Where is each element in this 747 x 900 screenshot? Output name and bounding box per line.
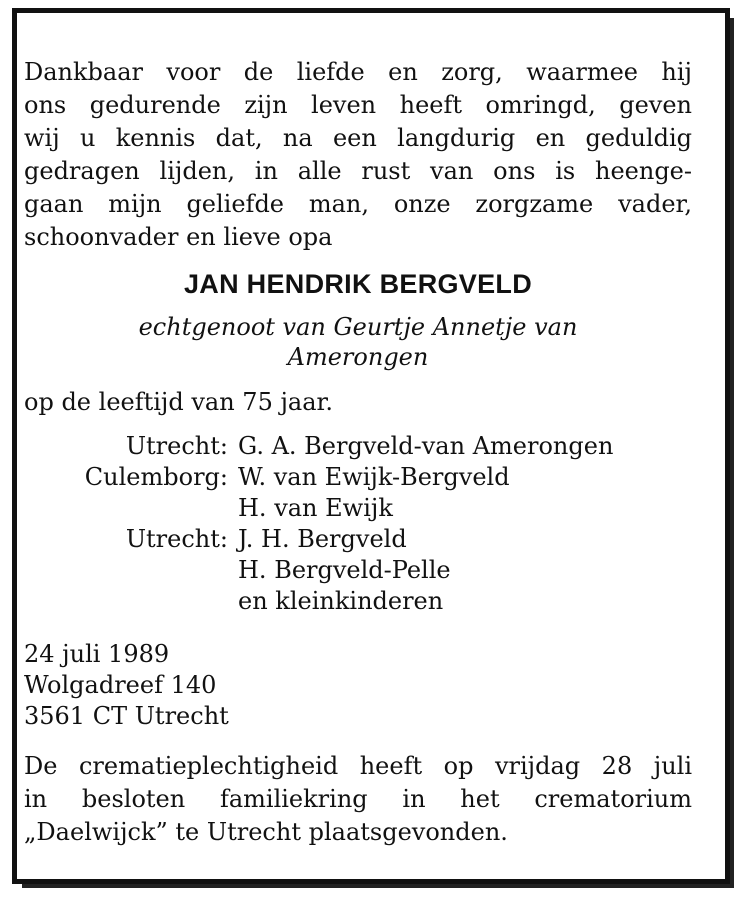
family-member: H. van Ewijk xyxy=(238,494,393,522)
family-row xyxy=(24,431,692,462)
family-row xyxy=(24,493,692,524)
street-address: Wolgadreef 140 xyxy=(24,671,217,699)
family-member: G. A. Bergveld-van Amerongen xyxy=(238,432,614,460)
family-member: J. H. Bergveld xyxy=(238,525,407,553)
family-row xyxy=(24,555,692,586)
closing-line: De crematieplechtigheid heeft op vrijdag 28 juli xyxy=(24,752,692,780)
family-list xyxy=(24,431,692,617)
postal-city: 3561 CT Utrecht xyxy=(24,702,229,730)
family-member: W. van Ewijk-Bergveld xyxy=(238,463,510,491)
intro-line: gaan mijn geliefde man, onze zorgzame vader, xyxy=(24,190,692,218)
family-place xyxy=(24,493,238,524)
intro-line: wij u kennis dat, na een langdurig en geduldig xyxy=(24,124,692,152)
family-member: en kleinkinderen xyxy=(238,587,444,615)
family-place: Utrecht: xyxy=(125,525,228,553)
address-block xyxy=(24,639,692,732)
intro-line: schoonvader en lieve opa xyxy=(24,223,333,251)
family-place xyxy=(24,586,238,617)
family-place: Utrecht: xyxy=(125,432,228,460)
family-place: Culemborg: xyxy=(84,463,228,491)
family-row xyxy=(24,524,692,555)
family-member: H. Bergveld-Pelle xyxy=(238,556,451,584)
family-row xyxy=(24,586,692,617)
family-row xyxy=(24,462,692,493)
deceased-name: JAN HENDRIK BERGVELD xyxy=(183,269,533,299)
closing-line: „Daelwijck” te Utrecht plaatsgevonden. xyxy=(24,818,508,846)
intro-line: gedragen lijden, in alle rust van ons is heenge- xyxy=(24,157,692,185)
death-notice xyxy=(24,56,692,849)
closing-paragraph xyxy=(24,750,692,849)
spouse-line-1: echtgenoot van Geurtje Annetje van xyxy=(138,313,578,341)
family-place xyxy=(24,555,238,586)
spouse-line xyxy=(24,312,692,372)
intro-line: ons gedurende zijn leven heeft omringd, geven xyxy=(24,91,692,119)
spouse-line-2: Amerongen xyxy=(287,343,429,371)
intro-line: Dankbaar voor de liefde en zorg, waarmee hij xyxy=(24,58,692,86)
closing-line: in besloten familiekring in het crematorium xyxy=(24,785,692,813)
intro-paragraph xyxy=(24,56,692,254)
notice-date: 24 juli 1989 xyxy=(24,640,170,668)
age-line: op de leeftijd van 75 jaar. xyxy=(24,388,333,416)
